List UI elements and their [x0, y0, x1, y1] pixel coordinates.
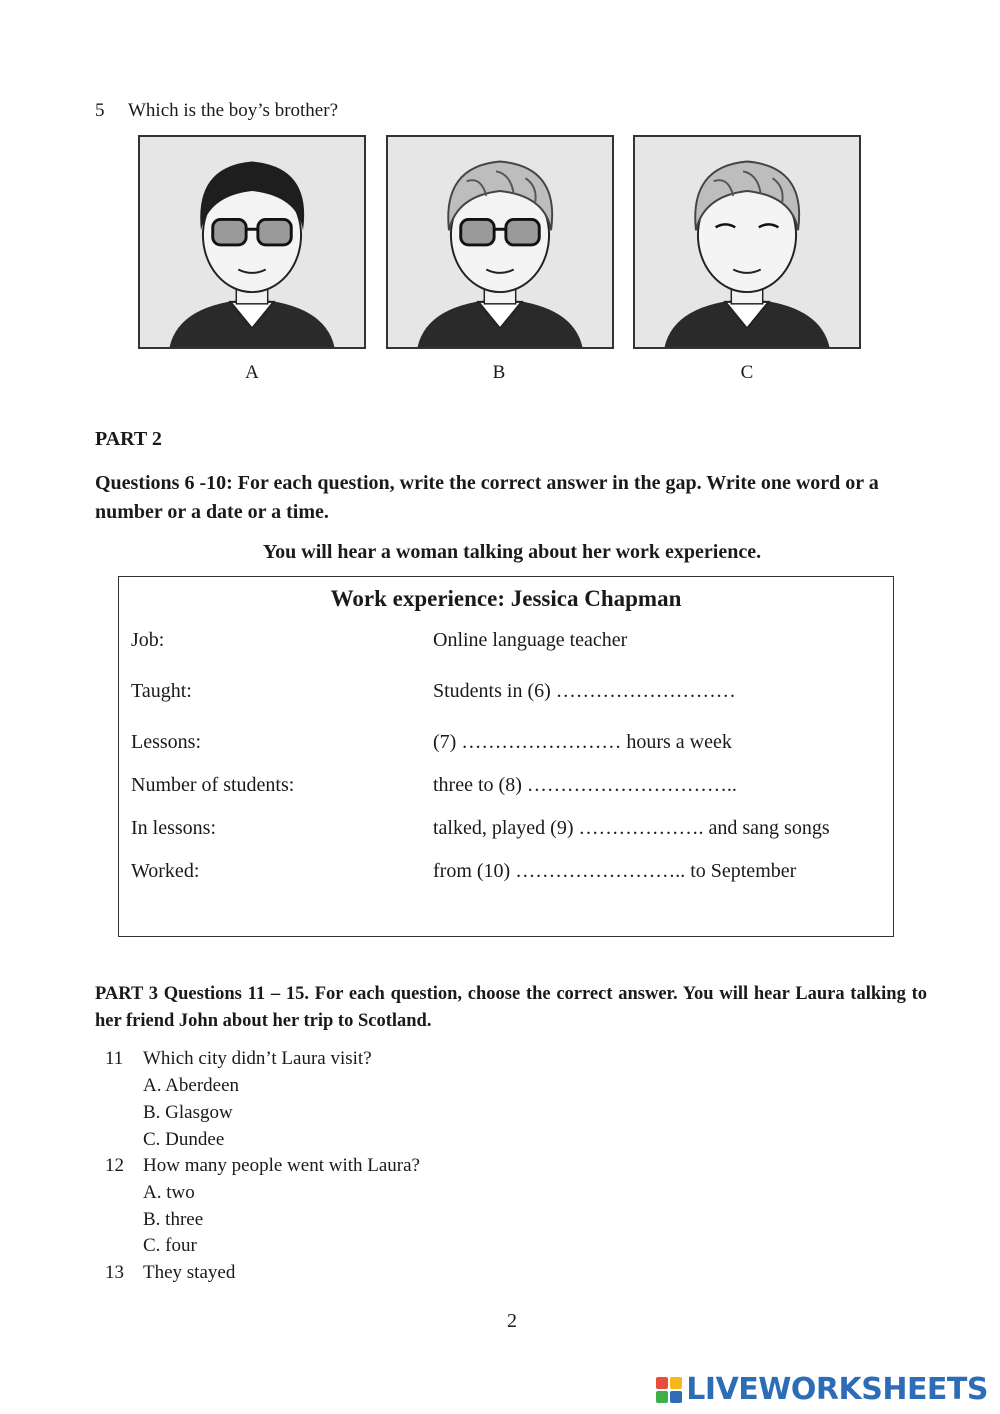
- question-text: Which is the boy’s brother?: [128, 100, 339, 121]
- row-label-taught: Taught:: [131, 680, 192, 702]
- question-number: 12: [105, 1155, 124, 1176]
- picture-label-b: B: [492, 362, 506, 383]
- gap-6[interactable]: Students in (6) ………………………: [433, 680, 736, 702]
- option-11-c[interactable]: C. Dundee: [143, 1129, 225, 1150]
- question-number: 11: [105, 1048, 124, 1069]
- picture-a[interactable]: [138, 135, 366, 349]
- picture-label-a: A: [245, 362, 259, 383]
- option-12-b[interactable]: B. three: [143, 1209, 204, 1230]
- question-text: How many people went with Laura?: [143, 1155, 420, 1176]
- gap-8[interactable]: three to (8) …………………………..: [433, 774, 737, 796]
- row-label-job: Job:: [131, 629, 165, 651]
- row-label-lessons: Lessons:: [131, 731, 201, 753]
- gap-10[interactable]: from (10) …………………….. to September: [433, 860, 797, 882]
- question-5: [95, 100, 338, 122]
- page-number: 2: [507, 1310, 517, 1332]
- question-number: 5: [95, 100, 105, 121]
- picture-b[interactable]: [386, 135, 614, 349]
- question-text: Which city didn’t Laura visit?: [143, 1048, 372, 1069]
- question-number: 13: [105, 1262, 124, 1283]
- question-text: They stayed: [143, 1262, 236, 1283]
- picture-c[interactable]: [633, 135, 861, 349]
- option-11-a[interactable]: A. Aberdeen: [143, 1075, 240, 1096]
- part2-heading: PART 2: [95, 428, 162, 450]
- part2-instructions: Questions 6 -10: For each question, write the correct answer in the gap. Write one word or a number or a date or a time.: [95, 472, 879, 523]
- option-12-a[interactable]: A. two: [143, 1182, 195, 1203]
- row-value-job: Online language teacher: [433, 629, 628, 651]
- liveworksheets-logo[interactable]: [656, 1372, 988, 1407]
- row-label-worked: Worked:: [131, 860, 200, 882]
- part2-listen-prompt: You will hear a woman talking about her work experience.: [262, 541, 762, 563]
- gap-9[interactable]: talked, played (9) ………………. and sang songs: [433, 817, 830, 839]
- boy-light-hair-no-glasses-icon: [635, 137, 859, 347]
- option-11-b[interactable]: B. Glasgow: [143, 1102, 233, 1123]
- brand-name: LIVEWORKSHEETS: [686, 1372, 988, 1407]
- part3-instructions: PART 3 Questions 11 – 15. For each question, choose the correct answer. You will hear Laura talking to her friend John about her trip to Scotland.: [95, 984, 927, 1031]
- boy-light-hair-glasses-icon: [388, 137, 612, 347]
- row-label-in-lessons: In lessons:: [131, 817, 216, 839]
- work-experience-box: [118, 576, 894, 937]
- liveworksheets-logo-icon: [656, 1377, 682, 1403]
- box-title: Work experience: Jessica Chapman: [330, 586, 682, 611]
- option-12-c[interactable]: C. four: [143, 1235, 197, 1256]
- boy-dark-hair-glasses-icon: [140, 137, 364, 347]
- picture-label-c: C: [740, 362, 754, 383]
- row-label-students: Number of students:: [131, 774, 295, 796]
- gap-7[interactable]: (7) …………………… hours a week: [433, 731, 732, 753]
